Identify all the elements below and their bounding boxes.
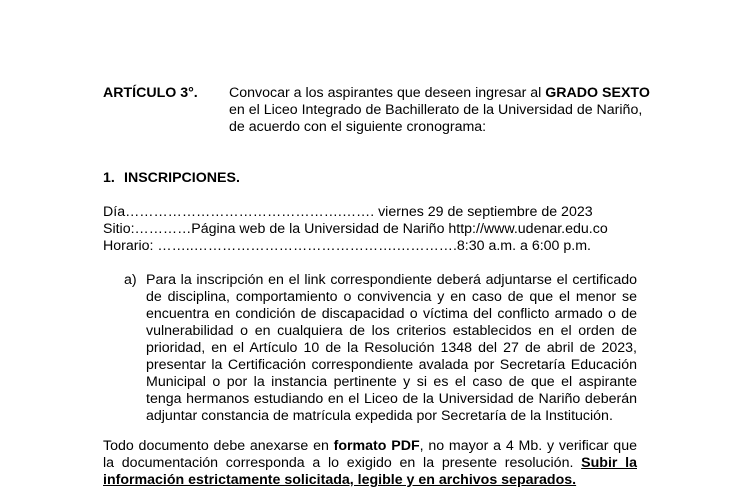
upload-instruction-end: información estrictamente solicitada, legible y en archivos separados. bbox=[103, 472, 577, 488]
upload-instruction-start: Subir la bbox=[581, 455, 637, 471]
item-a-line: adjuntar constancia de matrícula expedida por Secretaría de la Institución. bbox=[146, 408, 613, 424]
article-text-line-3: de acuerdo con el siguiente cronograma: bbox=[229, 119, 487, 135]
schedule-site: Sitio:…………Página web de la Universidad de Nariño http://www.udenar.edu.co bbox=[103, 221, 608, 237]
item-a-line: encuentra en condición de discapacidad o víctima del conflicto armado o de bbox=[146, 306, 637, 322]
article-text-line-2: en el Liceo Integrado de Bachillerato de la Universidad de Nariño, bbox=[229, 102, 643, 118]
article-text-line-1-plain: Convocar a los aspirantes que deseen ingresar al bbox=[229, 85, 546, 101]
article-text-line-1 bbox=[229, 85, 650, 102]
item-a-line: prioridad, en el Artículo 10 de la Resolución 1348 del 27 de abril de 2023, bbox=[146, 340, 637, 356]
footer-line-1-plain: Todo documento debe anexarse en bbox=[103, 438, 334, 454]
footer-line-1-tail: , no mayor a 4 Mb. y verificar que bbox=[419, 438, 637, 454]
file-format: formato PDF bbox=[333, 438, 420, 454]
item-a-line: Para la inscripción en el link correspondiente deberá adjuntarse el certificado bbox=[146, 272, 637, 288]
item-a-marker: a) bbox=[124, 272, 137, 288]
item-a-line: Municipal o por la instancia pertinente y si es el caso de que el aspirante bbox=[146, 374, 637, 390]
item-a-line: tenga hermanos estudiando en el Liceo de la Universidad de Nariño deberán bbox=[146, 391, 637, 407]
footer-line-2 bbox=[103, 455, 637, 472]
article-label: ARTÍCULO 3°. bbox=[103, 85, 198, 101]
item-a-line: vulnerabilidad o en cualquiera de los criterios establecidos en el orden de bbox=[146, 323, 637, 339]
item-a-line: de disciplina, comportamiento o convivencia y en caso de que el menor se bbox=[146, 289, 637, 305]
schedule-day: Día……………………………………….……. viernes 29 de septiembre de 2023 bbox=[103, 204, 593, 220]
footer-line-2-plain: la documentación corresponda a lo exigido en la presente resolución. bbox=[103, 455, 582, 471]
schedule-hours: Horario: ……..…………………………………….………….8:30 a.m. a 6:00 p.m. bbox=[103, 238, 591, 254]
footer-line-1 bbox=[103, 438, 637, 455]
section-title: INSCRIPCIONES. bbox=[124, 170, 240, 186]
section-number: 1. bbox=[103, 170, 115, 186]
item-a-line: presentar la Certificación correspondiente avalada por Secretaría Educación bbox=[146, 357, 637, 373]
grade-name: GRADO SEXTO bbox=[545, 85, 650, 101]
